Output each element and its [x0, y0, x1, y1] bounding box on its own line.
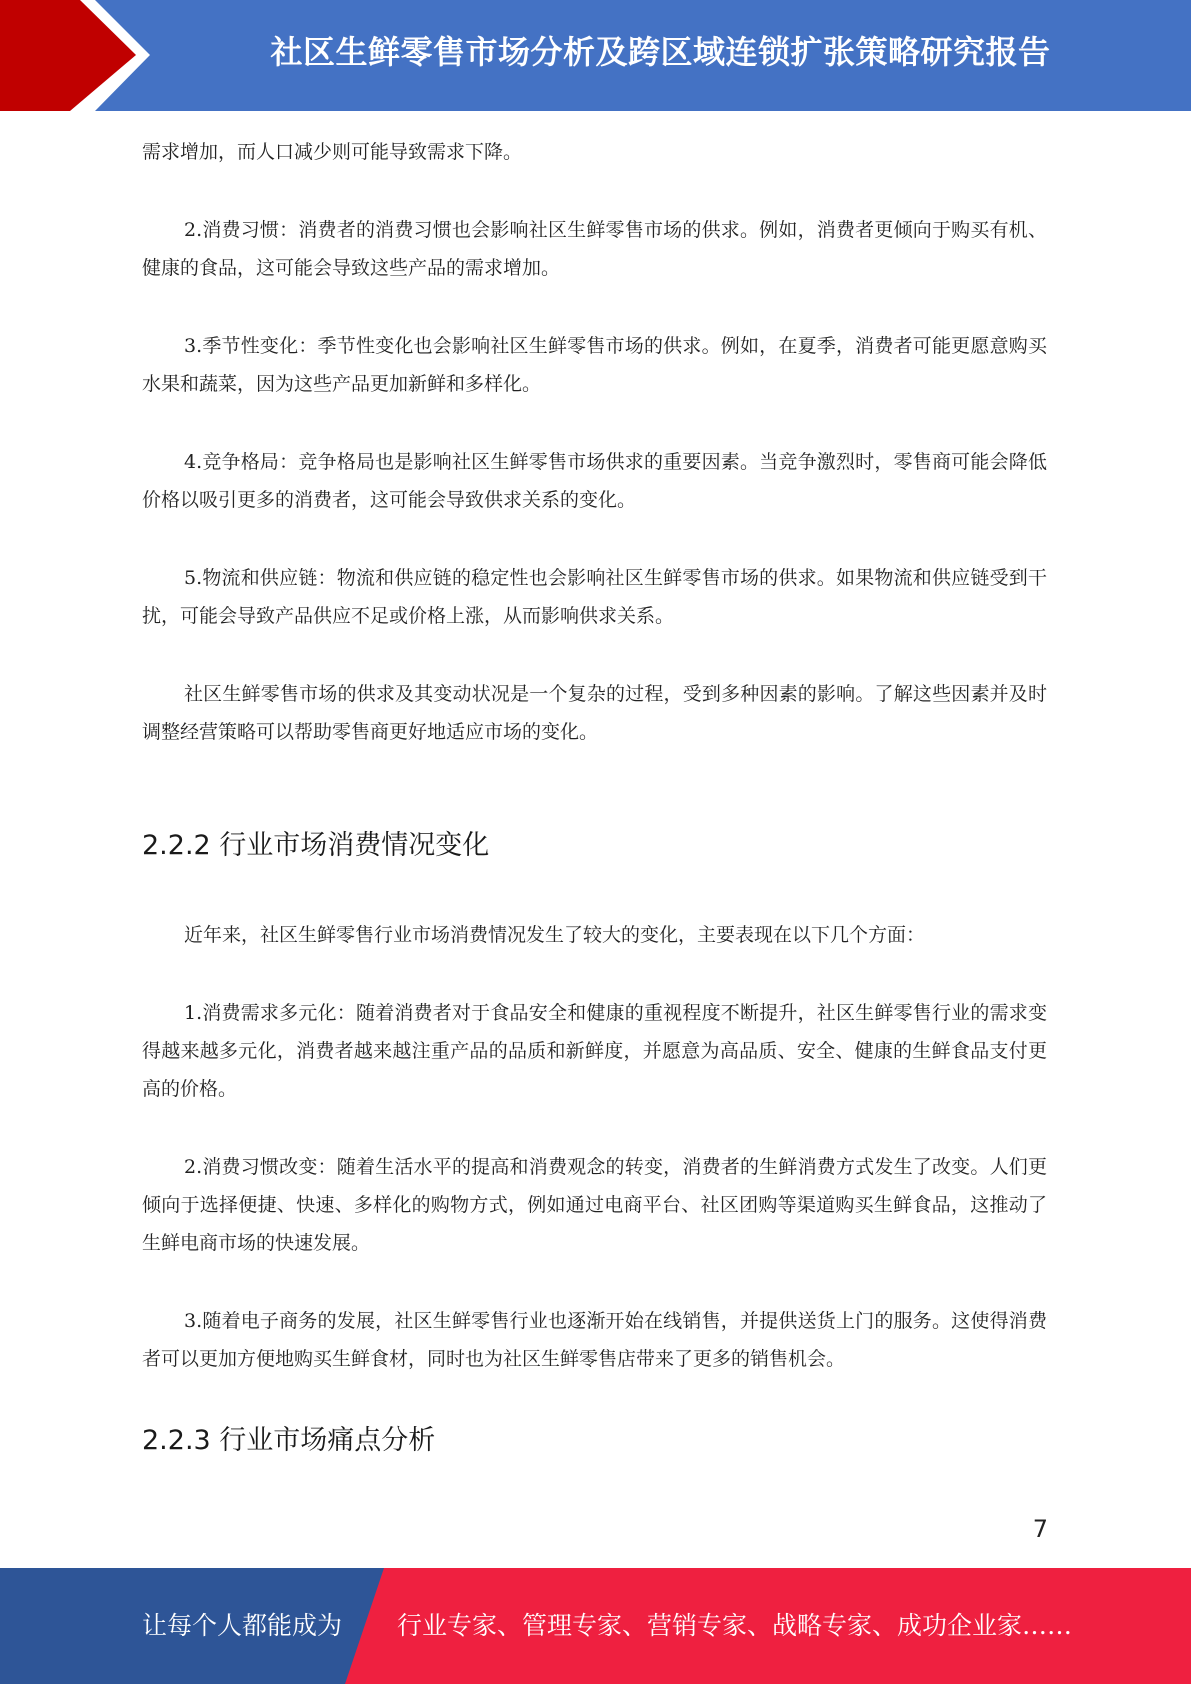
- paragraph-competition: 4.竞争格局：竞争格局也是影响社区生鲜零售市场供求的重要因素。当竞争激烈时，零售商可能会降低价格以吸引更多的消费者，这可能会导致供求关系的变化。: [142, 451, 1047, 511]
- footer-slogan-left: 让每个人都能成为: [142, 1611, 343, 1640]
- page-footer: [0, 1568, 1191, 1684]
- footer-slogan-right: 行业专家、管理专家、营销专家、战略专家、成功企业家……: [397, 1611, 1073, 1640]
- section-heading-pain-points: 2.2.3 行业市场痛点分析: [142, 1425, 436, 1456]
- paragraph-seasonal-changes: 3.季节性变化：季节性变化也会影响社区生鲜零售市场的供求。例如，在夏季，消费者可能更愿意购买水果和蔬菜，因为这些产品更加新鲜和多样化。: [142, 335, 1047, 395]
- page-header: [0, 0, 1191, 111]
- paragraph-habit-change: 2.消费习惯改变：随着生活水平的提高和消费观念的转变，消费者的生鲜消费方式发生了改变。人们更倾向于选择便捷、快速、多样化的购物方式，例如通过电商平台、社区团购等渠道购买生鲜食品，这推动了生鲜电商市场的快速发展。: [142, 1156, 1047, 1254]
- paragraph-population-continued: 需求增加，而人口减少则可能导致需求下降。: [142, 141, 523, 163]
- paragraph-diversified-demand: 1.消费需求多元化：随着消费者对于食品安全和健康的重视程度不断提升，社区生鲜零售行业的需求变得越来越多元化，消费者越来越注重产品的品质和新鲜度，并愿意为高品质、安全、健康的生鲜食品支付更高的价格。: [142, 1002, 1047, 1100]
- section-heading-consumption-changes: 2.2.2 行业市场消费情况变化: [142, 830, 490, 861]
- paragraph-consumption-intro: 近年来，社区生鲜零售行业市场消费情况发生了较大的变化，主要表现在以下几个方面：: [184, 924, 926, 946]
- paragraph-ecommerce: 3.随着电子商务的发展，社区生鲜零售行业也逐渐开始在线销售，并提供送货上门的服务。这使得消费者可以更加方便地购买生鲜食材，同时也为社区生鲜零售店带来了更多的销售机会。: [142, 1310, 1047, 1370]
- report-title: 社区生鲜零售市场分析及跨区域连锁扩张策略研究报告: [270, 33, 1051, 71]
- document-body: [142, 133, 1047, 1457]
- paragraph-supply-demand-summary: 社区生鲜零售市场的供求及其变动状况是一个复杂的过程，受到多种因素的影响。了解这些因素并及时调整经营策略可以帮助零售商更好地适应市场的变化。: [142, 683, 1047, 743]
- page-number: 7: [1032, 1515, 1048, 1543]
- paragraph-logistics: 5.物流和供应链：物流和供应链的稳定性也会影响社区生鲜零售市场的供求。如果物流和供应链受到干扰，可能会导致产品供应不足或价格上涨，从而影响供求关系。: [142, 567, 1047, 627]
- paragraph-consumption-habits: 2.消费习惯：消费者的消费习惯也会影响社区生鲜零售市场的供求。例如，消费者更倾向于购买有机、健康的食品，这可能会导致这些产品的需求增加。: [142, 219, 1047, 279]
